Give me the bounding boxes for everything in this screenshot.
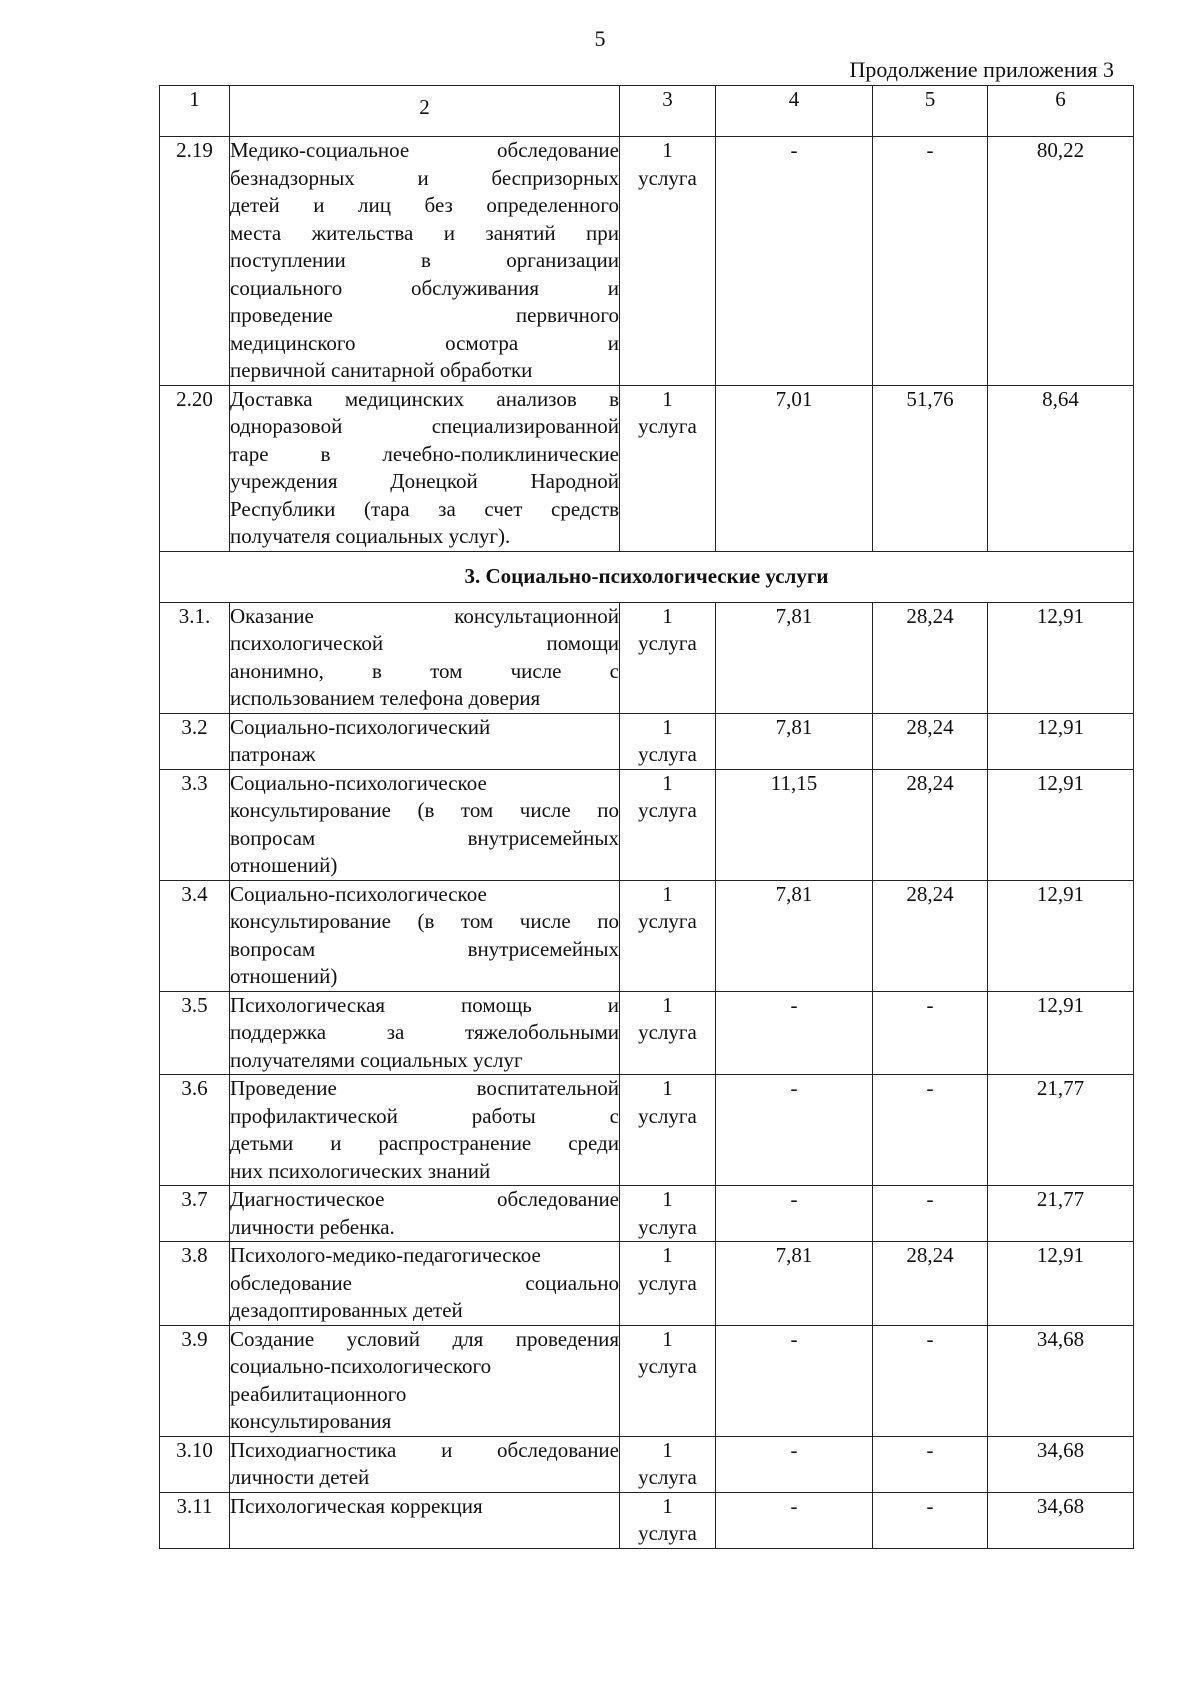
unit-cell [620, 137, 716, 386]
value-c6: 12,91 [988, 713, 1134, 769]
unit-quantity: 1 [662, 1187, 673, 1211]
table-row [160, 769, 1134, 880]
service-name-line: Проведение воспитательной [230, 1076, 619, 1100]
section-row [160, 551, 1134, 602]
value-c4: 7,01 [716, 385, 873, 551]
service-name-line: детей и лиц без определенного [230, 193, 619, 217]
value-c4: - [716, 1492, 873, 1548]
value-c5: - [873, 1325, 988, 1436]
column-number-row [160, 86, 1134, 137]
service-name [230, 1186, 620, 1242]
service-name-line: социально-психологического [230, 1354, 492, 1378]
value-c4: 7,81 [716, 713, 873, 769]
unit-quantity: 1 [662, 1326, 673, 1351]
unit-quantity: 1 [662, 1493, 673, 1518]
unit-quantity: 1 [662, 770, 673, 795]
value-c5: - [873, 1075, 988, 1186]
unit-quantity: 1 [662, 1243, 673, 1267]
table-row [160, 1186, 1134, 1242]
item-number: 3.6 [160, 1075, 230, 1186]
service-name-line: личности детей [230, 1465, 370, 1489]
item-number: 2.20 [160, 385, 230, 551]
service-name-line: Социально-психологическое [230, 770, 487, 795]
unit-cell [620, 1325, 716, 1436]
unit-cell [620, 880, 716, 991]
item-number: 3.2 [160, 713, 230, 769]
value-c6: 12,91 [988, 1242, 1134, 1326]
service-name-line: поступлении в организации [230, 248, 619, 272]
value-c4: - [716, 1186, 873, 1242]
service-name-line: получателя социальных услуг). [230, 524, 511, 548]
value-c5: - [873, 991, 988, 1075]
table-row [160, 137, 1134, 386]
table-row [160, 1436, 1134, 1492]
service-name-line: безнадзорных и беспризорных [230, 165, 619, 190]
value-c6: 8,64 [988, 385, 1134, 551]
service-name-line: медицинского осмотра и [230, 330, 619, 355]
service-name-line: психологической помощи [230, 631, 619, 655]
item-number: 2.19 [160, 137, 230, 386]
unit-quantity: 1 [662, 603, 673, 628]
service-name-line: Психолого-медико-педагогическое [230, 1243, 541, 1267]
service-name [230, 991, 620, 1075]
service-name [230, 1242, 620, 1326]
service-name-line: консультирование (в том числе по [230, 909, 619, 933]
unit-quantity: 1 [662, 881, 673, 906]
item-number: 3.10 [160, 1436, 230, 1492]
service-name-line: профилактической работы с [230, 1103, 619, 1128]
service-name [230, 769, 620, 880]
table-row [160, 1325, 1134, 1436]
unit-cell [620, 1492, 716, 1548]
unit-quantity: 1 [662, 1437, 673, 1462]
table-row [160, 1075, 1134, 1186]
service-name-line: Медико-социальное обследование [230, 138, 619, 162]
service-name-line: дезадоптированных детей [230, 1298, 463, 1322]
value-c4: - [716, 1325, 873, 1436]
unit-label: услуга [638, 1214, 697, 1239]
unit-cell [620, 769, 716, 880]
service-name [230, 713, 620, 769]
service-name-line: таре в лечебно-поликлинические [230, 441, 619, 466]
header-cell-2: 2 [230, 86, 620, 137]
service-name-line: вопросам внутрисемейных [230, 936, 619, 961]
unit-quantity: 1 [662, 386, 673, 411]
value-c5: - [873, 1186, 988, 1242]
service-name-line: Социально-психологический [230, 714, 491, 739]
value-c6: 34,68 [988, 1325, 1134, 1436]
value-c5: 28,24 [873, 713, 988, 769]
value-c6: 12,91 [988, 769, 1134, 880]
unit-quantity: 1 [662, 992, 673, 1017]
value-c4: 7,81 [716, 880, 873, 991]
table-row [160, 1492, 1134, 1548]
service-name-line: социального обслуживания и [230, 275, 619, 300]
service-name-line: Психодиагностика и обследование [230, 1437, 619, 1462]
value-c6: 12,91 [988, 991, 1134, 1075]
value-c5: 28,24 [873, 602, 988, 713]
unit-quantity: 1 [662, 1076, 673, 1100]
unit-cell [620, 991, 716, 1075]
unit-label: услуга [638, 742, 697, 766]
value-c6: 21,77 [988, 1186, 1134, 1242]
service-name-line: первичной санитарной обработки [230, 358, 533, 382]
tariff-table-body [160, 86, 1134, 1549]
value-c6: 21,77 [988, 1075, 1134, 1186]
unit-cell [620, 1242, 716, 1326]
item-number: 3.3 [160, 769, 230, 880]
service-name-line: вопросам внутрисемейных [230, 825, 619, 850]
service-name-line: получателями социальных услуг [230, 1047, 523, 1072]
unit-label: услуга [638, 1020, 697, 1044]
service-name-line: Диагностическое обследование [230, 1187, 619, 1211]
service-name [230, 137, 620, 386]
service-name-line: Психологическая коррекция [230, 1493, 483, 1518]
value-c5: - [873, 137, 988, 386]
item-number: 3.4 [160, 880, 230, 991]
value-c6: 34,68 [988, 1492, 1134, 1548]
header-cell-6: 6 [988, 86, 1134, 137]
service-name [230, 602, 620, 713]
unit-cell [620, 385, 716, 551]
unit-label: услуга [638, 1103, 697, 1128]
header-cell-4: 4 [716, 86, 873, 137]
item-number: 3.5 [160, 991, 230, 1075]
service-name-line: Психологическая помощь и [230, 992, 619, 1017]
header-cell-1: 1 [160, 86, 230, 137]
service-name [230, 1075, 620, 1186]
service-name-line: Создание условий для проведения [230, 1326, 619, 1351]
value-c5: - [873, 1436, 988, 1492]
item-number: 3.8 [160, 1242, 230, 1326]
value-c5: 28,24 [873, 880, 988, 991]
service-name-line: поддержка за тяжелобольными [230, 1020, 619, 1044]
service-name-line: анонимно, в том числе с [230, 658, 619, 683]
service-name [230, 1325, 620, 1436]
service-name-line: них психологических знаний [230, 1158, 491, 1183]
service-name-line: использованием телефона доверия [230, 686, 541, 710]
service-name [230, 1436, 620, 1492]
unit-label: услуга [638, 414, 697, 438]
service-name-line: консультирования [230, 1409, 392, 1433]
unit-label: услуга [638, 909, 697, 933]
service-name-line: детьми и распространение среди [230, 1131, 619, 1155]
service-name-line: Социально-психологическое [230, 881, 487, 906]
unit-cell [620, 1436, 716, 1492]
service-name-line: консультирование (в том числе по [230, 798, 619, 822]
value-c5: 28,24 [873, 769, 988, 880]
unit-quantity: 1 [662, 138, 673, 162]
service-name-line: реабилитационного [230, 1381, 407, 1406]
service-name [230, 880, 620, 991]
unit-label: услуга [638, 1270, 697, 1295]
value-c6: 34,68 [988, 1436, 1134, 1492]
service-name [230, 385, 620, 551]
table-row [160, 1242, 1134, 1326]
unit-label: услуга [638, 798, 697, 822]
value-c4: 7,81 [716, 1242, 873, 1326]
item-number: 3.1. [160, 602, 230, 713]
service-name [230, 1492, 620, 1548]
value-c4: - [716, 991, 873, 1075]
value-c4: 7,81 [716, 602, 873, 713]
service-name-line: одноразовой специализированной [230, 414, 619, 438]
item-number: 3.7 [160, 1186, 230, 1242]
page-number: 5 [594, 26, 606, 51]
value-c6: 12,91 [988, 880, 1134, 991]
value-c4: - [716, 137, 873, 386]
service-name-line: патронаж [230, 742, 316, 766]
value-c6: 80,22 [988, 137, 1134, 386]
item-number: 3.9 [160, 1325, 230, 1436]
table-row [160, 880, 1134, 991]
unit-cell [620, 1186, 716, 1242]
unit-label: услуга [638, 631, 697, 655]
unit-cell [620, 713, 716, 769]
section-title: 3. Социально-психологические услуги [160, 551, 1134, 602]
service-name-line: учреждения Донецкой Народной [230, 469, 619, 493]
table-row [160, 385, 1134, 551]
header-cell-3: 3 [620, 86, 716, 137]
continuation-note: Продолжение приложения 3 [849, 57, 1114, 82]
service-name-line: отношений) [230, 853, 338, 877]
service-name-line: обследование социально [230, 1270, 619, 1295]
unit-quantity: 1 [662, 714, 673, 739]
value-c4: - [716, 1436, 873, 1492]
table-row [160, 713, 1134, 769]
service-name-line: проведение первичного [230, 303, 619, 327]
value-c5: 28,24 [873, 1242, 988, 1326]
unit-cell [620, 602, 716, 713]
service-name-line: Доставка медицинских анализов в [230, 386, 619, 411]
tariff-table [159, 85, 1134, 1549]
unit-label: услуга [638, 165, 697, 190]
unit-label: услуга [638, 1465, 697, 1489]
value-c4: 11,15 [716, 769, 873, 880]
header-cell-5: 5 [873, 86, 988, 137]
service-name-line: Оказание консультационной [230, 603, 619, 628]
value-c5: 51,76 [873, 385, 988, 551]
unit-label: услуга [638, 1521, 697, 1545]
service-name-line: места жительства и занятий при [230, 220, 619, 245]
item-number: 3.11 [160, 1492, 230, 1548]
table-row [160, 602, 1134, 713]
value-c5: - [873, 1492, 988, 1548]
unit-label: услуга [638, 1354, 697, 1378]
service-name-line: личности ребенка. [230, 1214, 395, 1239]
value-c6: 12,91 [988, 602, 1134, 713]
table-row [160, 991, 1134, 1075]
unit-cell [620, 1075, 716, 1186]
service-name-line: отношений) [230, 964, 338, 988]
value-c4: - [716, 1075, 873, 1186]
service-name-line: Республики (тара за счет средств [230, 496, 619, 521]
